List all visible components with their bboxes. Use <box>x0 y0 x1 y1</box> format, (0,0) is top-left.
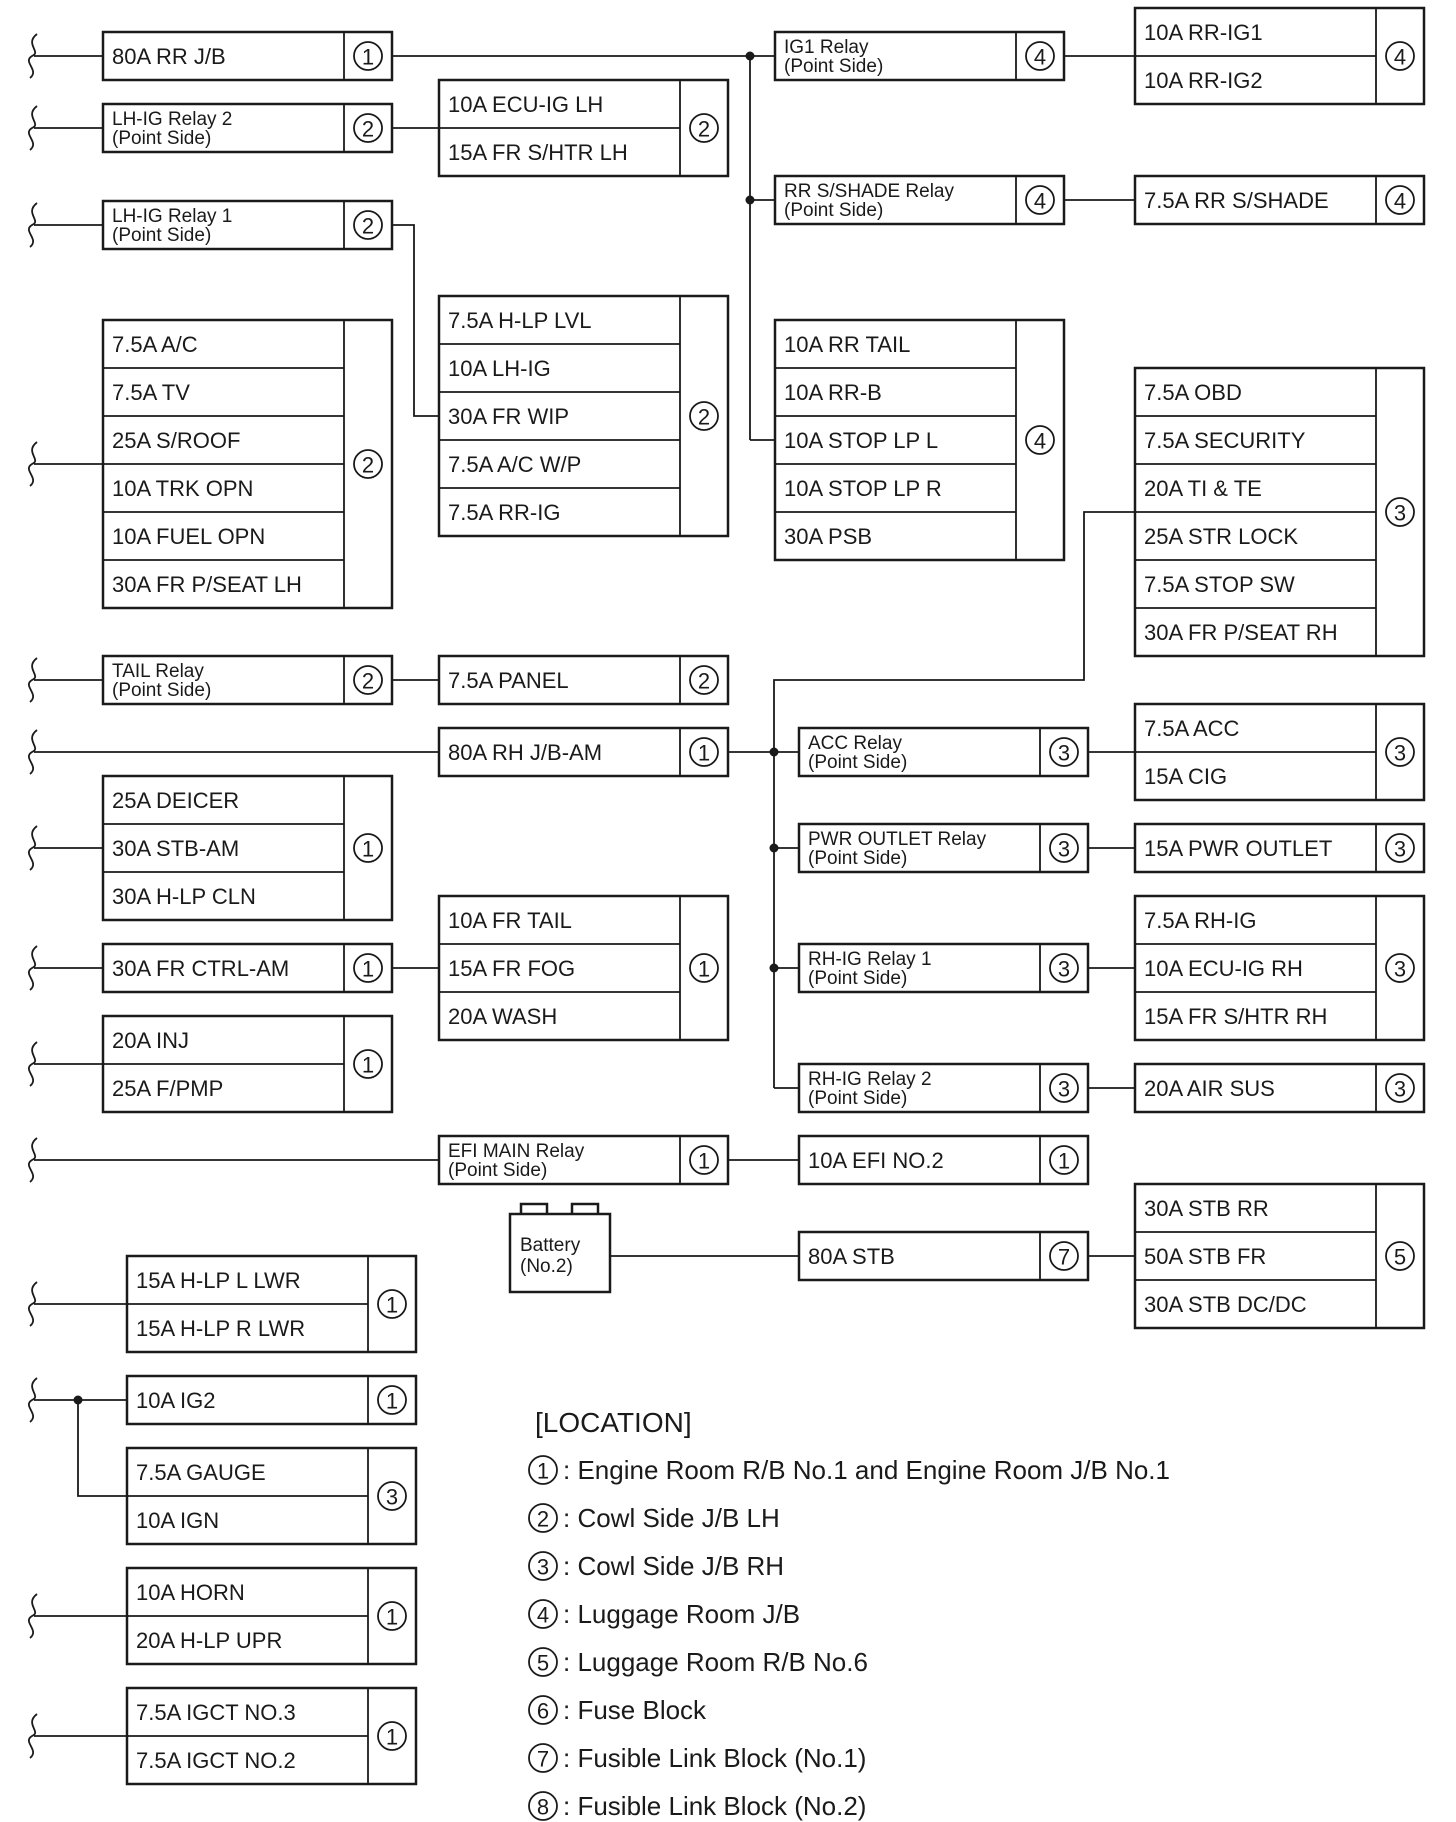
relay-label-line: (Point Side) <box>112 128 212 149</box>
legend-item <box>529 1551 784 1581</box>
fuse-block-bacc2 <box>1135 704 1424 800</box>
fuse-label: 7.5A H-LP LVL <box>448 308 592 333</box>
location-number: 2 <box>697 668 711 694</box>
fuse-label: 7.5A IGCT NO.3 <box>136 1700 296 1725</box>
fuse-label: 20A WASH <box>448 1004 558 1029</box>
fuse-block-bairsus <box>1135 1064 1424 1112</box>
fuse-label: 10A EFI NO.2 <box>808 1148 944 1173</box>
fuse-block-brhig1 <box>799 944 1088 992</box>
legend-text: : Fusible Link Block (No.2) <box>563 1791 867 1821</box>
location-number: 3 <box>1393 956 1407 982</box>
fuse-label: 25A S/ROOF <box>112 428 241 453</box>
wire <box>774 512 1135 1088</box>
legend-number: 6 <box>536 1698 550 1724</box>
legend-item <box>529 1455 1170 1485</box>
fuse-block-blhig1 <box>103 201 392 249</box>
fuse-block-b80rrjb <box>103 32 392 80</box>
relay-label-line: IG1 Relay <box>784 37 869 58</box>
relay-label-line: (Point Side) <box>808 1088 908 1109</box>
legend-item <box>529 1791 866 1821</box>
fuse-block-blhig2 <box>103 104 392 152</box>
fuse-label: 7.5A PANEL <box>448 668 569 693</box>
fuse-block-brrss <box>1135 176 1424 224</box>
location-number: 3 <box>1393 740 1407 766</box>
fuse-block-bstbrr <box>1135 1184 1424 1328</box>
location-number: 1 <box>697 740 711 766</box>
fuse-label: 7.5A RR S/SHADE <box>1144 188 1329 213</box>
battery-no2 <box>510 1204 610 1292</box>
fuse-block-bacc <box>799 728 1088 776</box>
location-number: 1 <box>1057 1148 1071 1174</box>
fuse-label: 10A RR-IG2 <box>1144 68 1263 93</box>
legend-text: : Luggage Room R/B No.6 <box>563 1647 868 1677</box>
fuse-block-befi2 <box>799 1136 1088 1184</box>
legend-text: : Luggage Room J/B <box>563 1599 801 1629</box>
fuse-label: 20A H-LP UPR <box>136 1628 283 1653</box>
fuse-block-bfrctrl <box>103 944 392 992</box>
fuse-label: 30A FR P/SEAT RH <box>1144 620 1338 645</box>
fuse-label: 15A PWR OUTLET <box>1144 836 1333 861</box>
legend-number: 5 <box>536 1650 550 1676</box>
fuse-label: 15A FR S/HTR LH <box>448 140 628 165</box>
legend-text: : Engine Room R/B No.1 and Engine Room J/B No.1 <box>563 1455 1170 1485</box>
fuse-label: 30A STB RR <box>1144 1196 1269 1221</box>
fuse-block-bhlplvl <box>439 296 728 536</box>
fuse-label: 80A RR J/B <box>112 44 226 69</box>
relay-label-line: (Point Side) <box>808 848 908 869</box>
fuse-label: 15A H-LP R LWR <box>136 1316 306 1341</box>
fuse-label: 7.5A GAUGE <box>136 1460 266 1485</box>
location-number: 4 <box>1033 428 1047 454</box>
legend-text: : Fusible Link Block (No.1) <box>563 1743 867 1773</box>
fuse-label: 20A AIR SUS <box>1144 1076 1275 1101</box>
fuse-block-brrig <box>1135 8 1424 104</box>
fuse-block-bpwr <box>799 824 1088 872</box>
legend-number: 7 <box>536 1746 550 1772</box>
fuse-label: 10A LH-IG <box>448 356 551 381</box>
fuse-label: 10A IGN <box>136 1508 220 1533</box>
fuse-label: 7.5A A/C W/P <box>448 452 582 477</box>
fuse-block-brrshade <box>775 176 1064 224</box>
location-number: 3 <box>1057 1076 1071 1102</box>
relay-label-line: (Point Side) <box>808 752 908 773</box>
location-number: 3 <box>1393 836 1407 862</box>
fuse-label: 7.5A TV <box>112 380 190 405</box>
legend-item <box>529 1695 707 1725</box>
location-number: 2 <box>361 668 375 694</box>
fuse-label: 7.5A RH-IG <box>1144 908 1257 933</box>
fuse-label: 25A STR LOCK <box>1144 524 1299 549</box>
location-number: 4 <box>1393 44 1407 70</box>
fuse-label: 30A H-LP CLN <box>112 884 256 909</box>
fuse-label: 10A IG2 <box>136 1388 216 1413</box>
fuse-label: 80A RH J/B-AM <box>448 740 603 765</box>
fuse-label: 15A CIG <box>1144 764 1228 789</box>
relay-label-line: (Point Side) <box>112 680 212 701</box>
fuse-block-brrtail <box>775 320 1064 560</box>
location-number: 5 <box>1393 1244 1407 1270</box>
fuse-block-bgauge <box>127 1448 416 1544</box>
fuse-label: 25A DEICER <box>112 788 240 813</box>
fuse-block-bac <box>103 320 392 608</box>
fuse-label: 10A RR-B <box>784 380 882 405</box>
location-number: 1 <box>385 1604 399 1630</box>
fuse-label: 30A PSB <box>784 524 873 549</box>
legend-number: 1 <box>536 1458 550 1484</box>
relay-label-line: (Point Side) <box>784 56 884 77</box>
fuse-label: 7.5A RR-IG <box>448 500 561 525</box>
location-number: 3 <box>1393 500 1407 526</box>
location-number: 2 <box>361 213 375 239</box>
location-number: 3 <box>1057 956 1071 982</box>
fuse-block-bhorn <box>127 1568 416 1664</box>
fuse-label: 80A STB <box>808 1244 895 1269</box>
fuse-label: 7.5A STOP SW <box>1144 572 1295 597</box>
fuse-label: 10A FUEL OPN <box>112 524 266 549</box>
fuse-block-bstb <box>799 1232 1088 1280</box>
fuse-block-brhjb <box>439 728 728 776</box>
fuse-block-big2 <box>127 1376 416 1424</box>
location-number: 4 <box>1033 188 1047 214</box>
location-number: 1 <box>361 836 375 862</box>
legend-title: [LOCATION] <box>535 1407 692 1438</box>
legend-text: : Fuse Block <box>563 1695 707 1725</box>
location-number: 1 <box>385 1388 399 1414</box>
legend-item <box>529 1743 866 1773</box>
fuse-label: 30A STB DC/DC <box>1144 1292 1307 1317</box>
fuse-label: 30A FR WIP <box>448 404 570 429</box>
location-number: 1 <box>361 956 375 982</box>
fuse-block-bfrtail <box>439 896 728 1040</box>
location-number: 3 <box>385 1484 399 1510</box>
fuse-block-bpanel <box>439 656 728 704</box>
relay-label-line: ACC Relay <box>808 733 902 754</box>
location-number: 1 <box>361 44 375 70</box>
fuse-block-big1 <box>775 32 1064 80</box>
location-number: 7 <box>1057 1244 1071 1270</box>
legend-text: : Cowl Side J/B LH <box>563 1503 780 1533</box>
relay-label-line: RH-IG Relay 2 <box>808 1069 932 1090</box>
location-number: 2 <box>697 404 711 430</box>
fuse-label: 10A ECU-IG RH <box>1144 956 1303 981</box>
legend-number: 8 <box>536 1794 550 1820</box>
legend-number: 2 <box>536 1506 550 1532</box>
fuse-label: 50A STB FR <box>1144 1244 1267 1269</box>
fuse-block-bhlplwr <box>127 1256 416 1352</box>
legend-text: : Cowl Side J/B RH <box>563 1551 785 1581</box>
location-number: 3 <box>1393 1076 1407 1102</box>
location-number: 1 <box>385 1724 399 1750</box>
fuse-label: 10A ECU-IG LH <box>448 92 604 117</box>
legend-number: 4 <box>536 1602 550 1628</box>
fuse-label: 10A STOP LP R <box>784 476 942 501</box>
fuse-block-binj <box>103 1016 392 1112</box>
relay-label-line: (Point Side) <box>112 225 212 246</box>
location-legend <box>529 1407 1170 1821</box>
fuse-label: 10A TRK OPN <box>112 476 254 501</box>
fuse-label: 7.5A SECURITY <box>1144 428 1306 453</box>
fuse-label: 15A FR FOG <box>448 956 576 981</box>
fuse-block-befi <box>439 1136 728 1184</box>
location-number: 2 <box>361 116 375 142</box>
relay-label-line: LH-IG Relay 2 <box>112 109 233 130</box>
fuse-label: 7.5A OBD <box>1144 380 1242 405</box>
location-number: 1 <box>361 1052 375 1078</box>
wire <box>392 225 439 416</box>
relay-label-line: (Point Side) <box>448 1160 548 1181</box>
legend-item <box>529 1647 868 1677</box>
location-number: 1 <box>385 1292 399 1318</box>
location-number: 1 <box>697 1148 711 1174</box>
relay-label-line: (Point Side) <box>808 968 908 989</box>
fuse-label: 15A FR S/HTR RH <box>1144 1004 1328 1029</box>
fuse-label: 30A FR P/SEAT LH <box>112 572 302 597</box>
wire <box>78 1400 127 1496</box>
location-number: 3 <box>1057 836 1071 862</box>
fuse-label: 30A STB-AM <box>112 836 240 861</box>
relay-label-line: PWR OUTLET Relay <box>808 829 987 850</box>
relay-label-line: TAIL Relay <box>112 661 204 682</box>
fuse-label: 30A FR CTRL-AM <box>112 956 290 981</box>
fuse-label: 7.5A A/C <box>112 332 198 357</box>
fuse-label: 10A RR-IG1 <box>1144 20 1263 45</box>
location-number: 4 <box>1393 188 1407 214</box>
location-number: 1 <box>697 956 711 982</box>
fuse-block-btail <box>103 656 392 704</box>
legend-item <box>529 1599 800 1629</box>
relay-label-line: (Point Side) <box>784 200 884 221</box>
fuse-label: 25A F/PMP <box>112 1076 224 1101</box>
battery-sublabel: (No.2) <box>520 1256 573 1277</box>
fuse-label: 15A H-LP L LWR <box>136 1268 301 1293</box>
relay-label-line: LH-IG Relay 1 <box>112 206 233 227</box>
fuse-block-brhig2 <box>799 1064 1088 1112</box>
fuse-block-bigct <box>127 1688 416 1784</box>
fuse-label: 10A HORN <box>136 1580 245 1605</box>
battery-label: Battery <box>520 1235 581 1256</box>
fuse-block-bdeicer <box>103 776 392 920</box>
fuse-block-bobd <box>1135 368 1424 656</box>
relay-label-line: EFI MAIN Relay <box>448 1141 585 1162</box>
fuse-block-brhig <box>1135 896 1424 1040</box>
location-number: 4 <box>1033 44 1047 70</box>
location-number: 3 <box>1057 740 1071 766</box>
fuse-block-bpwr2 <box>1135 824 1424 872</box>
legend-item <box>529 1503 780 1533</box>
fuse-label: 20A TI & TE <box>1144 476 1262 501</box>
fuse-block-becu <box>439 80 728 176</box>
fuse-label: 7.5A ACC <box>1144 716 1240 741</box>
fuse-label: 10A FR TAIL <box>448 908 572 933</box>
fuse-label: 7.5A IGCT NO.2 <box>136 1748 296 1773</box>
battery-and-legend <box>510 1204 1170 1821</box>
relay-label-line: RR S/SHADE Relay <box>784 181 954 202</box>
legend-number: 3 <box>536 1554 550 1580</box>
location-number: 2 <box>697 116 711 142</box>
fuse-label: 10A RR TAIL <box>784 332 911 357</box>
location-number: 2 <box>361 452 375 478</box>
relay-label-line: RH-IG Relay 1 <box>808 949 932 970</box>
fuse-label: 20A INJ <box>112 1028 190 1053</box>
fuse-label: 10A STOP LP L <box>784 428 939 453</box>
